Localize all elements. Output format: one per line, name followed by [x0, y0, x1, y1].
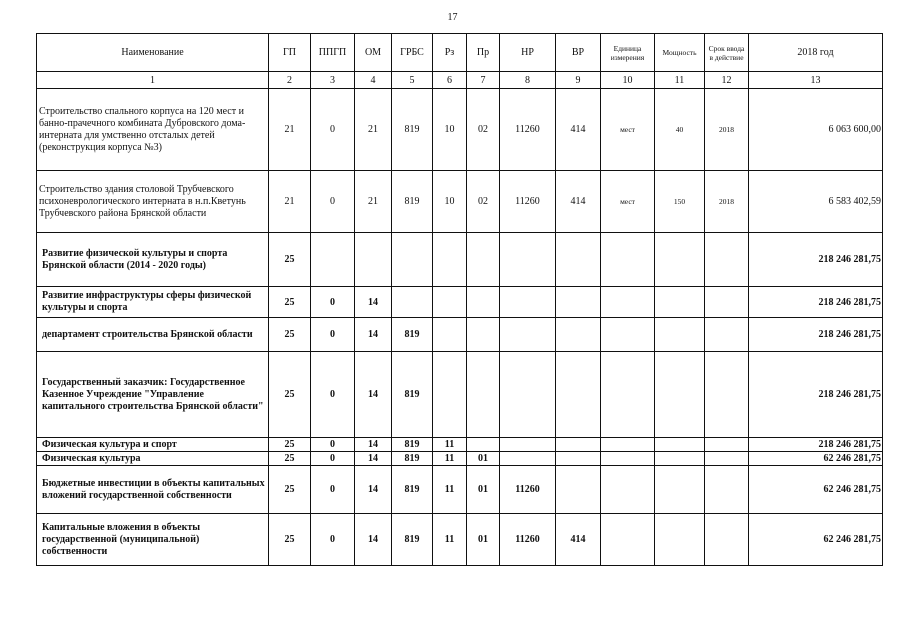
- cell-name: Физическая культура: [37, 452, 269, 466]
- cell-name: Строительство здания столовой Трубчевского психоневрологического интерната в н.п.Кветунь Трубчевского района Брянской области: [37, 171, 269, 233]
- cell-gp: 25: [269, 514, 311, 566]
- cell-om: 14: [355, 438, 392, 452]
- cell-ppgp: 0: [311, 318, 355, 352]
- cell-grbs: 819: [392, 318, 433, 352]
- table-row: [37, 466, 883, 514]
- table-row: [37, 287, 883, 318]
- cell-pr: 01: [467, 466, 500, 514]
- cell-ppgp: 0: [311, 466, 355, 514]
- cell-om: 14: [355, 287, 392, 318]
- cell-term: [705, 466, 749, 514]
- cell-vr: [556, 233, 601, 287]
- cell-unit: [601, 287, 655, 318]
- cell-term: 2018: [705, 89, 749, 171]
- cell-power: [655, 318, 705, 352]
- cell-power: [655, 233, 705, 287]
- cell-nr: [500, 287, 556, 318]
- col-number: 3: [311, 72, 355, 89]
- table-row: [37, 171, 883, 233]
- cell-power: [655, 438, 705, 452]
- cell-grbs: 819: [392, 438, 433, 452]
- cell-nr: 11260: [500, 171, 556, 233]
- cell-gp: 25: [269, 352, 311, 438]
- cell-gp: 25: [269, 438, 311, 452]
- cell-power: [655, 287, 705, 318]
- cell-nr: [500, 318, 556, 352]
- cell-pr: [467, 352, 500, 438]
- cell-rz: 11: [433, 452, 467, 466]
- cell-grbs: 819: [392, 352, 433, 438]
- cell-pr: [467, 318, 500, 352]
- cell-vr: [556, 438, 601, 452]
- cell-gp: 25: [269, 452, 311, 466]
- table-row: [37, 514, 883, 566]
- table-row: [37, 452, 883, 466]
- table-row: [37, 438, 883, 452]
- cell-power: 150: [655, 171, 705, 233]
- col-number: 10: [601, 72, 655, 89]
- cell-grbs: 819: [392, 89, 433, 171]
- cell-gp: 21: [269, 171, 311, 233]
- header-row: [37, 34, 883, 72]
- cell-ppgp: 0: [311, 287, 355, 318]
- cell-power: [655, 514, 705, 566]
- cell-gp: 25: [269, 233, 311, 287]
- cell-term: [705, 287, 749, 318]
- cell-vr: [556, 466, 601, 514]
- cell-pr: [467, 233, 500, 287]
- col-number: 6: [433, 72, 467, 89]
- col-number: 13: [749, 72, 883, 89]
- cell-pr: 02: [467, 89, 500, 171]
- col-header-rz: Рз: [433, 34, 467, 72]
- cell-om: 14: [355, 318, 392, 352]
- cell-grbs: 819: [392, 466, 433, 514]
- cell-name: Физическая культура и спорт: [37, 438, 269, 452]
- cell-rz: 11: [433, 466, 467, 514]
- cell-om: 14: [355, 466, 392, 514]
- cell-amount: 62 246 281,75: [749, 514, 883, 566]
- col-header-unit: Единица измерения: [601, 34, 655, 72]
- cell-rz: [433, 233, 467, 287]
- cell-vr: 414: [556, 171, 601, 233]
- cell-name: Строительство спального корпуса на 120 мест и банно-прачечного комбината Дубровского дома-интерната для умственно отсталых детей (реконструкция корпуса №3): [37, 89, 269, 171]
- cell-om: 14: [355, 514, 392, 566]
- col-header-nr: НР: [500, 34, 556, 72]
- cell-name: департамент строительства Брянской области: [37, 318, 269, 352]
- col-header-om: ОМ: [355, 34, 392, 72]
- cell-unit: мест: [601, 89, 655, 171]
- cell-term: [705, 352, 749, 438]
- col-header-term: Срок ввода в действие: [705, 34, 749, 72]
- cell-ppgp: 0: [311, 171, 355, 233]
- table-row: [37, 233, 883, 287]
- col-number: 4: [355, 72, 392, 89]
- cell-name: Развитие инфраструктуры сферы физической культуры и спорта: [37, 287, 269, 318]
- cell-name: Капитальные вложения в объекты государственной (муниципальной) собственности: [37, 514, 269, 566]
- col-number: 7: [467, 72, 500, 89]
- col-number: 11: [655, 72, 705, 89]
- page-number: 17: [447, 12, 458, 23]
- cell-om: 21: [355, 89, 392, 171]
- cell-nr: [500, 452, 556, 466]
- col-header-amount: 2018 год: [749, 34, 883, 72]
- cell-nr: 11260: [500, 466, 556, 514]
- cell-amount: 218 246 281,75: [749, 318, 883, 352]
- cell-term: [705, 438, 749, 452]
- cell-name: Бюджетные инвестиции в объекты капитальных вложений государственной собственности: [37, 466, 269, 514]
- cell-ppgp: 0: [311, 438, 355, 452]
- cell-amount: 6 583 402,59: [749, 171, 883, 233]
- cell-unit: [601, 452, 655, 466]
- cell-unit: [601, 318, 655, 352]
- cell-pr: [467, 438, 500, 452]
- cell-unit: [601, 233, 655, 287]
- cell-amount: 218 246 281,75: [749, 233, 883, 287]
- cell-pr: [467, 287, 500, 318]
- col-number: 12: [705, 72, 749, 89]
- cell-pr: 01: [467, 514, 500, 566]
- cell-vr: [556, 318, 601, 352]
- cell-grbs: 819: [392, 514, 433, 566]
- cell-pr: 01: [467, 452, 500, 466]
- cell-name: Государственный заказчик: Государственное Казенное Учреждение "Управление капитального строительства Брянской области": [37, 352, 269, 438]
- cell-nr: [500, 233, 556, 287]
- col-header-pr: Пр: [467, 34, 500, 72]
- cell-pr: 02: [467, 171, 500, 233]
- cell-rz: 10: [433, 89, 467, 171]
- cell-amount: 6 063 600,00: [749, 89, 883, 171]
- cell-term: [705, 233, 749, 287]
- cell-unit: [601, 352, 655, 438]
- cell-power: 40: [655, 89, 705, 171]
- cell-grbs: [392, 233, 433, 287]
- cell-power: [655, 352, 705, 438]
- cell-om: 14: [355, 452, 392, 466]
- cell-unit: мест: [601, 171, 655, 233]
- cell-om: 21: [355, 171, 392, 233]
- cell-power: [655, 466, 705, 514]
- cell-nr: [500, 438, 556, 452]
- cell-amount: 218 246 281,75: [749, 352, 883, 438]
- cell-term: 2018: [705, 171, 749, 233]
- cell-vr: 414: [556, 514, 601, 566]
- column-number-row: [37, 72, 883, 89]
- col-number: 1: [37, 72, 269, 89]
- cell-grbs: 819: [392, 452, 433, 466]
- col-number: 5: [392, 72, 433, 89]
- cell-om: 14: [355, 352, 392, 438]
- cell-grbs: 819: [392, 171, 433, 233]
- cell-gp: 25: [269, 318, 311, 352]
- cell-grbs: [392, 287, 433, 318]
- cell-amount: 218 246 281,75: [749, 438, 883, 452]
- cell-unit: [601, 438, 655, 452]
- cell-rz: [433, 287, 467, 318]
- cell-unit: [601, 514, 655, 566]
- budget-table: [36, 33, 883, 566]
- cell-vr: 414: [556, 89, 601, 171]
- col-header-gp: ГП: [269, 34, 311, 72]
- cell-ppgp: 0: [311, 352, 355, 438]
- cell-name: Развитие физической культуры и спорта Брянской области (2014 - 2020 годы): [37, 233, 269, 287]
- cell-ppgp: 0: [311, 89, 355, 171]
- table-row: [37, 352, 883, 438]
- cell-rz: 10: [433, 171, 467, 233]
- cell-ppgp: 0: [311, 514, 355, 566]
- cell-nr: [500, 352, 556, 438]
- col-number: 2: [269, 72, 311, 89]
- cell-rz: [433, 352, 467, 438]
- cell-unit: [601, 466, 655, 514]
- cell-rz: 11: [433, 514, 467, 566]
- cell-ppgp: [311, 233, 355, 287]
- col-header-power: Мощность: [655, 34, 705, 72]
- cell-gp: 25: [269, 466, 311, 514]
- cell-vr: [556, 352, 601, 438]
- cell-rz: 11: [433, 438, 467, 452]
- cell-rz: [433, 318, 467, 352]
- table-row: [37, 318, 883, 352]
- cell-gp: 25: [269, 287, 311, 318]
- cell-om: [355, 233, 392, 287]
- col-header-ppgp: ППГП: [311, 34, 355, 72]
- table-row: [37, 89, 883, 171]
- cell-amount: 218 246 281,75: [749, 287, 883, 318]
- col-header-name: Наименование: [37, 34, 269, 72]
- col-header-vr: ВР: [556, 34, 601, 72]
- col-header-grbs: ГРБС: [392, 34, 433, 72]
- col-number: 8: [500, 72, 556, 89]
- cell-vr: [556, 287, 601, 318]
- cell-gp: 21: [269, 89, 311, 171]
- cell-term: [705, 514, 749, 566]
- cell-term: [705, 452, 749, 466]
- cell-nr: 11260: [500, 89, 556, 171]
- cell-amount: 62 246 281,75: [749, 452, 883, 466]
- cell-amount: 62 246 281,75: [749, 466, 883, 514]
- col-number: 9: [556, 72, 601, 89]
- cell-power: [655, 452, 705, 466]
- cell-term: [705, 318, 749, 352]
- cell-nr: 11260: [500, 514, 556, 566]
- cell-vr: [556, 452, 601, 466]
- cell-ppgp: 0: [311, 452, 355, 466]
